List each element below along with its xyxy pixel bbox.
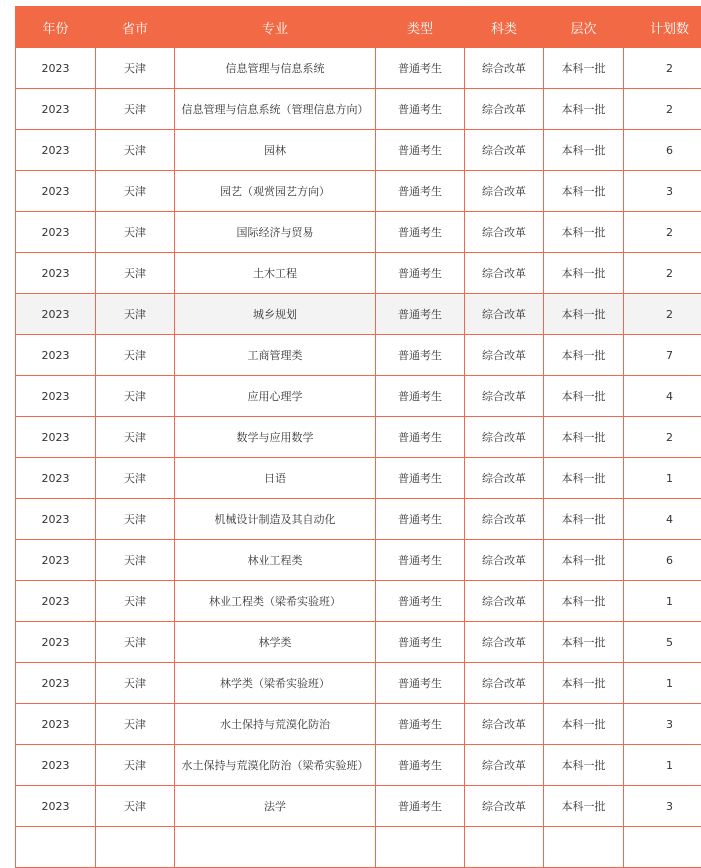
cell-major: 土木工程 [175, 253, 376, 294]
cell-type: 普通考生 [376, 253, 465, 294]
cell-type: 普通考生 [376, 171, 465, 212]
table-row [16, 458, 701, 499]
cell-type: 普通考生 [376, 48, 465, 89]
table-header-row [16, 7, 701, 48]
cell-plan-count: 2 [624, 48, 701, 89]
cell-year: 2023 [16, 294, 96, 335]
cell-type: 普通考生 [376, 581, 465, 622]
table-row [16, 540, 701, 581]
cell-major: 林学类 [175, 622, 376, 663]
cell-level: 本科一批 [544, 212, 624, 253]
cell-year: 2023 [16, 171, 96, 212]
cell-type [376, 827, 465, 868]
cell-major: 应用心理学 [175, 376, 376, 417]
cell-type: 普通考生 [376, 130, 465, 171]
cell-plan-count: 2 [624, 253, 701, 294]
cell-province [96, 827, 175, 868]
cell-province: 天津 [96, 294, 175, 335]
cell-type: 普通考生 [376, 704, 465, 745]
cell-level: 本科一批 [544, 540, 624, 581]
cell-major: 园林 [175, 130, 376, 171]
cell-plan-count: 6 [624, 130, 701, 171]
cell-plan-count: 2 [624, 89, 701, 130]
cell-category: 综合改革 [465, 253, 544, 294]
cell-category: 综合改革 [465, 48, 544, 89]
cell-category: 综合改革 [465, 376, 544, 417]
header-major: 专业 [175, 7, 376, 48]
cell-plan-count: 7 [624, 335, 701, 376]
cell-level: 本科一批 [544, 294, 624, 335]
table-row [16, 171, 701, 212]
cell-category: 综合改革 [465, 622, 544, 663]
cell-category: 综合改革 [465, 458, 544, 499]
cell-type: 普通考生 [376, 212, 465, 253]
cell-category: 综合改革 [465, 171, 544, 212]
cell-province: 天津 [96, 335, 175, 376]
cell-province: 天津 [96, 745, 175, 786]
plan-table-container [15, 6, 701, 868]
cell-province: 天津 [96, 458, 175, 499]
cell-type: 普通考生 [376, 458, 465, 499]
cell-category: 综合改革 [465, 745, 544, 786]
cell-level: 本科一批 [544, 376, 624, 417]
table-row [16, 212, 701, 253]
header-type: 类型 [376, 7, 465, 48]
cell-level: 本科一批 [544, 745, 624, 786]
cell-year: 2023 [16, 704, 96, 745]
cell-plan-count: 5 [624, 622, 701, 663]
header-category: 科类 [465, 7, 544, 48]
cell-major: 林学类（梁希实验班） [175, 663, 376, 704]
table-row [16, 294, 701, 335]
cell-category: 综合改革 [465, 704, 544, 745]
cell-category: 综合改革 [465, 130, 544, 171]
table-row [16, 786, 701, 827]
cell-level: 本科一批 [544, 48, 624, 89]
cell-plan-count: 1 [624, 581, 701, 622]
cell-type: 普通考生 [376, 622, 465, 663]
cell-year: 2023 [16, 212, 96, 253]
cell-plan-count: 3 [624, 171, 701, 212]
cell-major: 城乡规划 [175, 294, 376, 335]
cell-province: 天津 [96, 622, 175, 663]
cell-category: 综合改革 [465, 540, 544, 581]
cell-major: 日语 [175, 458, 376, 499]
cell-province: 天津 [96, 581, 175, 622]
cell-year: 2023 [16, 253, 96, 294]
cell-level: 本科一批 [544, 417, 624, 458]
table-row [16, 827, 701, 868]
cell-category: 综合改革 [465, 294, 544, 335]
cell-level: 本科一批 [544, 89, 624, 130]
cell-major: 国际经济与贸易 [175, 212, 376, 253]
cell-plan-count: 2 [624, 294, 701, 335]
cell-type: 普通考生 [376, 89, 465, 130]
cell-year: 2023 [16, 48, 96, 89]
cell-category: 综合改革 [465, 212, 544, 253]
cell-plan-count: 1 [624, 745, 701, 786]
cell-province: 天津 [96, 663, 175, 704]
cell-plan-count: 1 [624, 458, 701, 499]
cell-plan-count: 2 [624, 417, 701, 458]
cell-major: 信息管理与信息系统（管理信息方向） [175, 89, 376, 130]
cell-plan-count: 1 [624, 663, 701, 704]
table-row [16, 417, 701, 458]
cell-plan-count: 4 [624, 499, 701, 540]
table-row [16, 581, 701, 622]
table-row [16, 663, 701, 704]
cell-major: 水土保持与荒漠化防治 [175, 704, 376, 745]
cell-plan-count [624, 827, 701, 868]
cell-category: 综合改革 [465, 89, 544, 130]
cell-province: 天津 [96, 499, 175, 540]
cell-category: 综合改革 [465, 335, 544, 376]
table-row [16, 745, 701, 786]
cell-level: 本科一批 [544, 253, 624, 294]
cell-year: 2023 [16, 499, 96, 540]
cell-plan-count: 4 [624, 376, 701, 417]
cell-level: 本科一批 [544, 786, 624, 827]
cell-year: 2023 [16, 335, 96, 376]
cell-plan-count: 3 [624, 786, 701, 827]
cell-year: 2023 [16, 376, 96, 417]
table-row [16, 622, 701, 663]
cell-plan-count: 3 [624, 704, 701, 745]
cell-type: 普通考生 [376, 417, 465, 458]
table-row [16, 130, 701, 171]
cell-year: 2023 [16, 786, 96, 827]
cell-major: 园艺（观赏园艺方向） [175, 171, 376, 212]
cell-province: 天津 [96, 253, 175, 294]
cell-province: 天津 [96, 376, 175, 417]
table-row [16, 704, 701, 745]
cell-type: 普通考生 [376, 663, 465, 704]
cell-type: 普通考生 [376, 335, 465, 376]
cell-category: 综合改革 [465, 417, 544, 458]
cell-year: 2023 [16, 540, 96, 581]
table-row [16, 89, 701, 130]
cell-year: 2023 [16, 417, 96, 458]
cell-province: 天津 [96, 704, 175, 745]
cell-year: 2023 [16, 581, 96, 622]
cell-major: 水土保持与荒漠化防治（梁希实验班） [175, 745, 376, 786]
cell-province: 天津 [96, 212, 175, 253]
cell-year: 2023 [16, 663, 96, 704]
cell-level: 本科一批 [544, 130, 624, 171]
cell-major: 信息管理与信息系统 [175, 48, 376, 89]
cell-year: 2023 [16, 745, 96, 786]
cell-type: 普通考生 [376, 745, 465, 786]
cell-type: 普通考生 [376, 376, 465, 417]
cell-type: 普通考生 [376, 540, 465, 581]
cell-level: 本科一批 [544, 581, 624, 622]
table-row [16, 499, 701, 540]
cell-type: 普通考生 [376, 499, 465, 540]
table-row [16, 48, 701, 89]
cell-category [465, 827, 544, 868]
cell-major [175, 827, 376, 868]
cell-category: 综合改革 [465, 786, 544, 827]
cell-level: 本科一批 [544, 663, 624, 704]
cell-level [544, 827, 624, 868]
cell-year: 2023 [16, 89, 96, 130]
table-body [16, 48, 701, 868]
cell-major: 数学与应用数学 [175, 417, 376, 458]
cell-category: 综合改革 [465, 581, 544, 622]
cell-type: 普通考生 [376, 294, 465, 335]
cell-province: 天津 [96, 48, 175, 89]
cell-level: 本科一批 [544, 704, 624, 745]
cell-major: 林业工程类（梁希实验班） [175, 581, 376, 622]
header-province: 省市 [96, 7, 175, 48]
cell-province: 天津 [96, 417, 175, 458]
cell-province: 天津 [96, 89, 175, 130]
table-row [16, 335, 701, 376]
cell-province: 天津 [96, 130, 175, 171]
cell-major: 机械设计制造及其自动化 [175, 499, 376, 540]
cell-plan-count: 2 [624, 212, 701, 253]
cell-year: 2023 [16, 622, 96, 663]
cell-level: 本科一批 [544, 335, 624, 376]
cell-province: 天津 [96, 171, 175, 212]
cell-level: 本科一批 [544, 499, 624, 540]
cell-year [16, 827, 96, 868]
cell-plan-count: 6 [624, 540, 701, 581]
header-plan-count: 计划数 [624, 7, 701, 48]
cell-province: 天津 [96, 540, 175, 581]
cell-province: 天津 [96, 786, 175, 827]
admission-plan-table [15, 6, 701, 868]
cell-year: 2023 [16, 130, 96, 171]
header-level: 层次 [544, 7, 624, 48]
header-year: 年份 [16, 7, 96, 48]
cell-category: 综合改革 [465, 499, 544, 540]
cell-type: 普通考生 [376, 786, 465, 827]
cell-major: 林业工程类 [175, 540, 376, 581]
table-row [16, 253, 701, 294]
cell-level: 本科一批 [544, 171, 624, 212]
cell-year: 2023 [16, 458, 96, 499]
cell-level: 本科一批 [544, 458, 624, 499]
cell-major: 工商管理类 [175, 335, 376, 376]
cell-major: 法学 [175, 786, 376, 827]
table-row [16, 376, 701, 417]
cell-level: 本科一批 [544, 622, 624, 663]
cell-category: 综合改革 [465, 663, 544, 704]
